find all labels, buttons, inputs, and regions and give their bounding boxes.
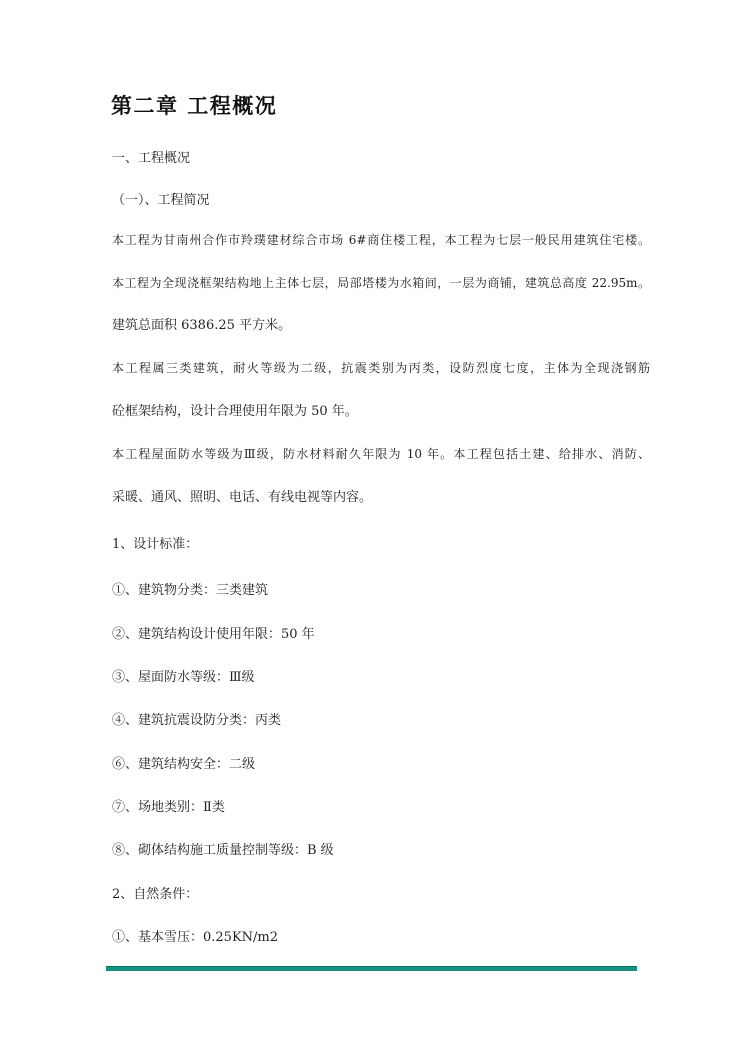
body-line: 本工程为甘南州合作市羚璞建材综合市场 6#商住楼工程，本工程为七层一般民用建筑住宅楼。	[112, 233, 650, 247]
list-heading-design-standards: 1、设计标准：	[112, 537, 199, 552]
body-line: 本工程属三类建筑，耐火等级为二级，抗震类别为丙类，设防烈度七度，主体为全现浇钢筋	[112, 361, 650, 375]
subsection-heading: （一）、工程简况	[112, 193, 210, 208]
body-line: 本工程为全现浇框架结构地上主体七层，局部塔楼为水箱间，一层为商铺，建筑总高度 22.95m。	[112, 276, 650, 290]
body-line: 采暖、通风、照明、电话、有线电视等内容。	[112, 490, 373, 505]
body-line: 砼框架结构，设计合理使用年限为 50 年。	[112, 404, 358, 419]
list-item-building-classification: ①、建筑物分类：三类建筑	[112, 583, 269, 598]
list-item-seismic-classification: ④、建筑抗震设防分类：丙类	[112, 713, 282, 728]
section-heading: 一、工程概况	[112, 151, 191, 166]
body-line: 建筑总面积 6386.25 平方米。	[112, 318, 292, 333]
chapter-title: 第二章 工程概况	[111, 93, 278, 118]
list-item-structure-safety: ⑥、建筑结构安全：二级	[112, 757, 256, 772]
list-item-masonry-quality-grade: ⑧、砌体结构施工质量控制等级：B 级	[112, 843, 334, 858]
list-item-roof-waterproof-grade: ③、屋面防水等级：Ⅲ级	[112, 670, 255, 685]
list-item-design-service-life: ②、建筑结构设计使用年限：50 年	[112, 627, 315, 642]
footer-rule	[106, 966, 637, 971]
body-line: 本工程屋面防水等级为Ⅲ级，防水材料耐久年限为 10 年。本工程包括土建、给排水、消防、	[112, 447, 650, 461]
list-item-basic-snow-pressure: ①、基本雪压：0.25KN/m2	[112, 930, 279, 945]
list-heading-natural-conditions: 2、自然条件：	[112, 887, 199, 902]
list-item-site-category: ⑦、场地类别：Ⅱ类	[112, 800, 225, 815]
